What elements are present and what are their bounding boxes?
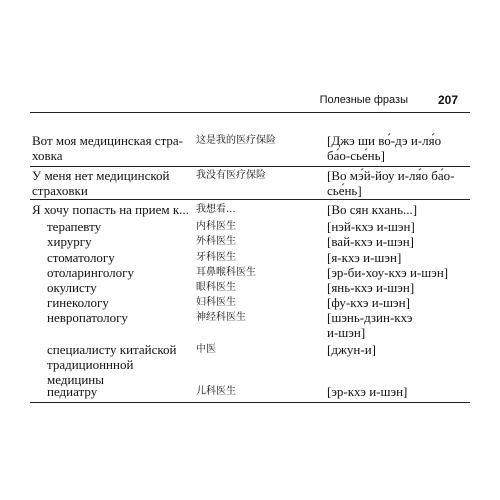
chinese-phrase: 眼科医生 (196, 282, 236, 293)
chinese-phrase: 我想看... (196, 204, 236, 215)
page-number: 207 (437, 93, 458, 107)
russian-phrase: невропатологу (47, 310, 128, 325)
pronunciation: [фу-кхэ и-шэн] (327, 295, 410, 310)
row-divider (30, 166, 470, 167)
pronunciation: [шэнь-дзин-кхэ и-шэн] (327, 310, 413, 340)
russian-phrase: стоматологу (47, 250, 115, 265)
russian-phrase: терапевту (47, 219, 102, 234)
russian-phrase: специалисту китайской традиционнной медицины (47, 342, 177, 387)
pronunciation: [Джэ ши во́-дэ и-ля́о ба́о-сье́нь] (327, 133, 442, 163)
russian-phrase: окулисту (47, 280, 97, 295)
chinese-phrase: 神经科医生 (196, 312, 246, 323)
russian-phrase: Вот моя медицинская стра- ховка (32, 133, 184, 163)
table-bottom-rule (30, 402, 470, 403)
row-divider (30, 199, 470, 200)
russian-phrase: педиатру (47, 384, 98, 399)
russian-phrase: отоларингологу (47, 265, 134, 280)
chinese-phrase: 中医 (196, 344, 216, 355)
chinese-phrase: 内科医生 (196, 221, 236, 232)
russian-phrase: хирургу (47, 234, 92, 249)
pronunciation: [эр-би-хоу-кхэ и-шэн] (327, 265, 449, 280)
section-title: Полезные фразы (319, 94, 408, 106)
russian-phrase: У меня нет медицинской страховки (32, 168, 170, 198)
pronunciation: [нэй-кхэ и-шэн] (327, 219, 415, 234)
pronunciation: [янь-кхэ и-шэн] (327, 280, 415, 295)
chinese-phrase: 这是我的医疗保险 (196, 135, 276, 146)
pronunciation: [Во сян кхань...] (327, 202, 418, 217)
running-header (30, 92, 470, 112)
pronunciation: [Во мэ́й-йоу и-ля́о ба́о- сье́нь] (327, 168, 455, 198)
russian-phrase: гинекологу (47, 295, 109, 310)
pronunciation: [джун-и] (327, 342, 376, 357)
chinese-phrase: 我没有医疗保险 (196, 170, 266, 181)
header-rule (30, 112, 470, 113)
chinese-phrase: 儿科医生 (196, 386, 236, 397)
pronunciation: [эр-кхэ и-шэн] (327, 384, 408, 399)
chinese-phrase: 耳鼻喉科医生 (196, 267, 256, 278)
chinese-phrase: 妇科医生 (196, 297, 236, 308)
pronunciation: [вай-кхэ и-шэн] (327, 234, 414, 249)
pronunciation: [я-кхэ и-шэн] (327, 250, 402, 265)
chinese-phrase: 外科医生 (196, 236, 236, 247)
russian-phrase: Я хочу попасть на прием к... (32, 202, 189, 217)
chinese-phrase: 牙科医生 (196, 252, 236, 263)
